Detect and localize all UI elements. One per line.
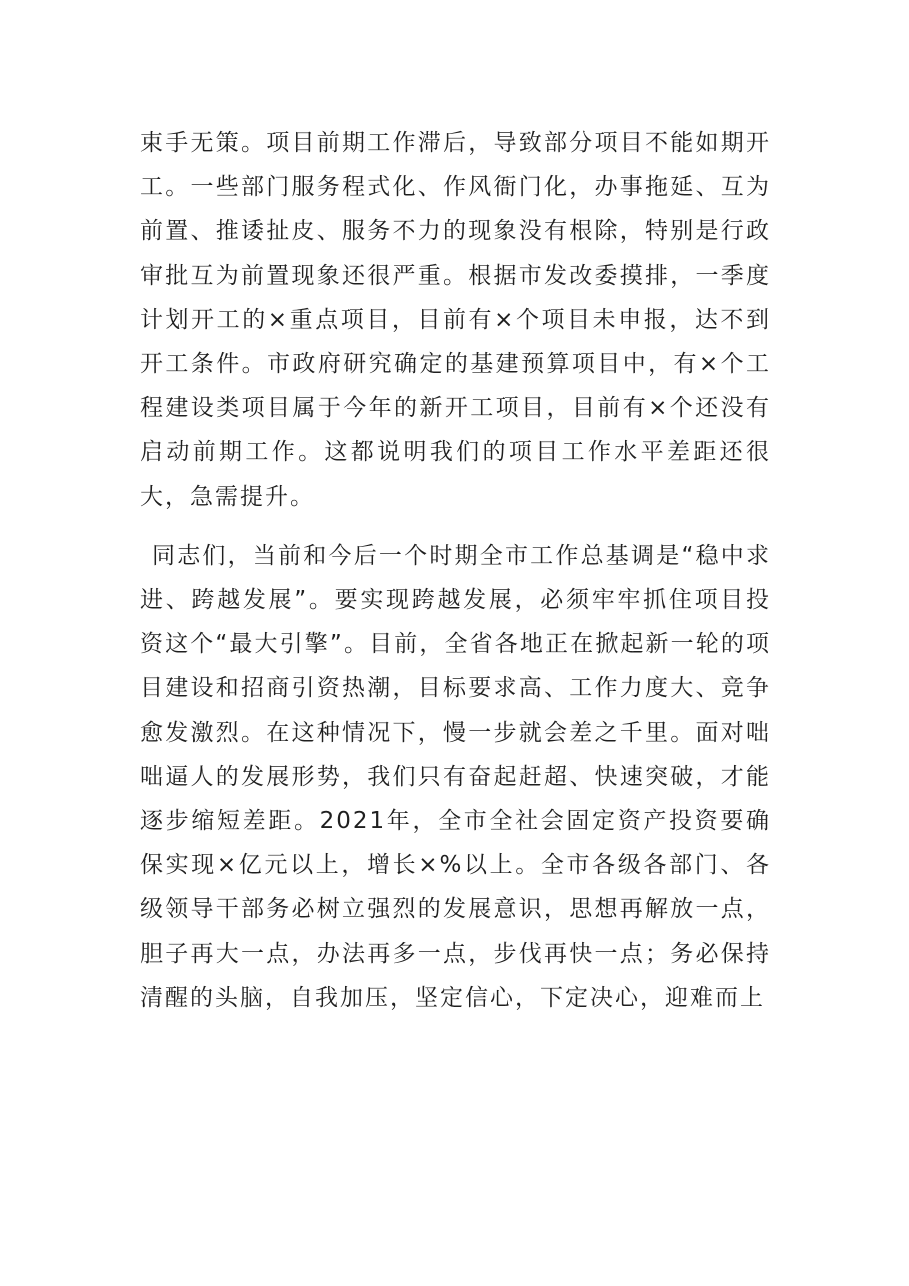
paragraph-2: 同志们，当前和今后一个时期全市工作总基调是“稳中求进、跨越发展”。要实现跨越发展，必须牢牢抓住项目投资这个“最大引擎”。目前，全省各地正在掀起新一轮的项目建设和招商引资热潮，目标要求高、工作力度大、竞争愈发激烈。在这种情况下，慢一步就会差之千里。面对咄咄逼人的发展形势，我们只有奋起赶超、快速突破，才能逐步缩短差距。2021年，全市全社会固定资产投资要确保实现×亿元以上，增长×%以上。全市各级各部门、各级领导干部务必树立强烈的发展意识，思想再解放一点，胆子再大一点，办法再多一点，步伐再快一点；务必保持清醒的头脑，自我加压，坚定信心，下定决心，迎难而上 (140, 542, 771, 1011)
paragraph-1: 束手无策。项目前期工作滞后，导致部分项目不能如期开工。一些部门服务程式化、作风衙门化，办事拖延、互为前置、推诿扯皮、服务不力的现象没有根除，特别是行政审批互为前置现象还很严重。根据市发改委摸排，一季度计划开工的×重点项目，目前有×个项目未申报，达不到开工条件。市政府研究确定的基建预算项目中，有×个工程建设类项目属于今年的新开工项目，目前有×个还没有启动前期工作。这都说明我们的项目工作水平差距还很大，急需提升。 (140, 130, 771, 510)
document-body (140, 121, 771, 1020)
